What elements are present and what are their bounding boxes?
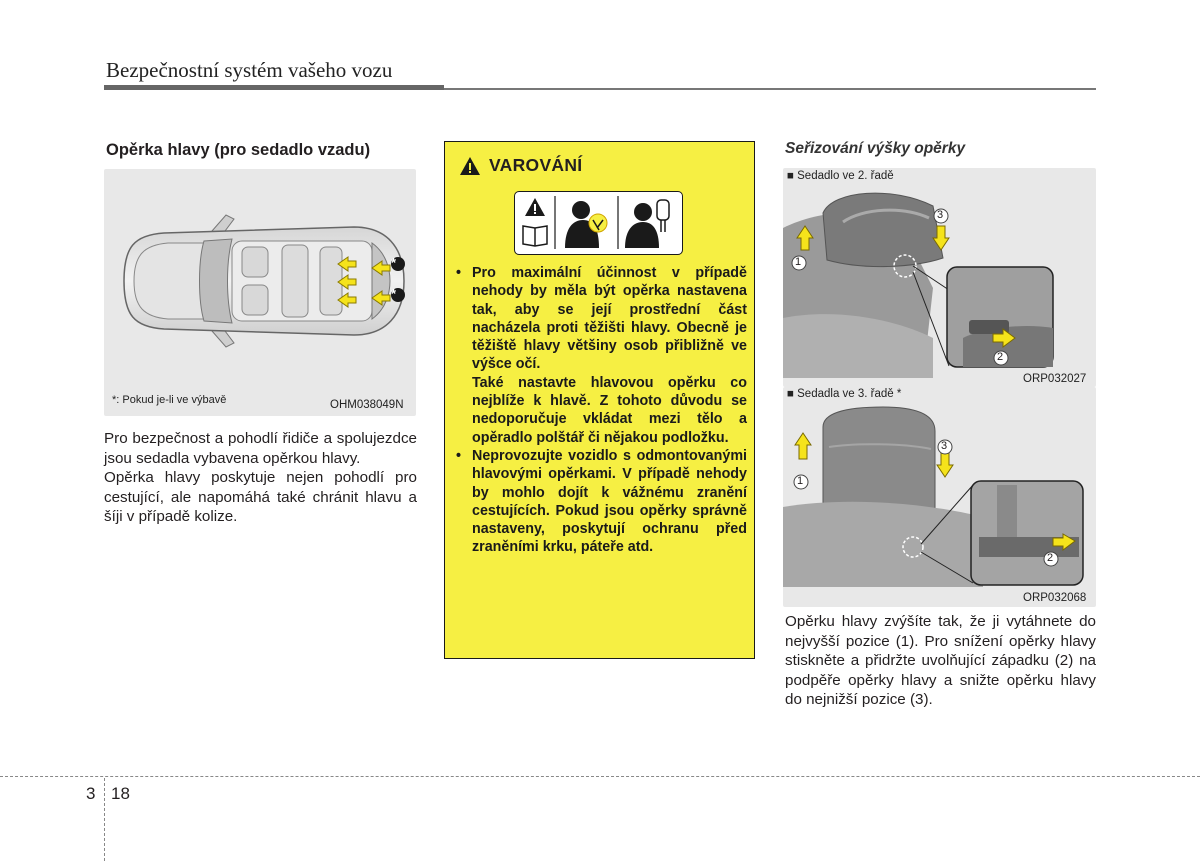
figure2-label-3: 3 (941, 440, 948, 452)
page-chapter-number: 3 (86, 784, 96, 803)
header-rule-thin (444, 88, 1096, 90)
third-row-headrest-illustration (783, 387, 1096, 607)
warning-item-1 (455, 264, 747, 447)
figure2-label-1: 1 (797, 475, 804, 487)
optional-marker-upper: * (391, 255, 397, 270)
warning-item-2-para-1: • Neprovozujte vozidlo s odmontovanými hlavovými opěrkami. V případě nehody by mohlo dojít k vážnému zranění cestujících. Pokud jsou opěrky správně nastaveny, poskytují ochranu před zraněními krku, páteře atd. (472, 447, 747, 556)
warning-item-2 (455, 447, 747, 557)
left-paragraph-2: Opěrka hlavy poskytuje nejen pohodlí pro cestující, ale napomáhá také chránit hlavu a šíji v případě kolize. (104, 469, 417, 525)
warning-title: VAROVÁNÍ (489, 155, 583, 175)
warning-item-1-para-2: Také nastavte hlavovou opěrku co nejblíže k hlavě. Z tohoto důvodu se nedoporučuje vkládat mezi tělo a opěradlo polštář či nějakou podložku. (472, 374, 747, 446)
left-body-text (104, 429, 417, 527)
left-paragraph-1: Pro bezpečnost a pohodlí řidiče a spolujezdce jsou sedadla vybavena opěrkou hlavy. (104, 430, 417, 467)
car-top-view-illustration (104, 169, 416, 416)
figure2-code: ORP032068 (1023, 592, 1087, 604)
warning-pictogram (514, 191, 683, 255)
headrest-pictogram-icon (515, 192, 681, 253)
section-heading-rear-headrest: Opěrka hlavy (pro sedadlo vzadu) (106, 141, 371, 159)
page-number: 18 (111, 784, 130, 803)
figure2-label-2: 2 (1047, 552, 1054, 564)
figure-code: OHM038049N (330, 399, 404, 411)
figure2-caption: ■ Sedadla ve 3. řadě * (787, 388, 902, 400)
subsection-heading-height-adjust: Seřizování výšky opěrky (785, 140, 966, 157)
right-body-text (785, 612, 1096, 710)
second-row-headrest-illustration (783, 168, 1096, 387)
figure-note: *: Pokud je-li ve výbavě (112, 394, 227, 406)
right-paragraph: Opěrku hlavy zvýšíte tak, že ji vytáhnete do nejvyšší pozice (1). Pro snížení opěrky hlavy stiskněte a přidržte uvolňující západku (2) na podpěře opěrky hlavy a snižte opěrku hlavy do nejnižší pozice (3). (785, 613, 1096, 708)
figure1-caption: ■ Sedadlo ve 2. řadě (787, 170, 894, 182)
chapter-title: Bezpečnostní systém vašeho vozu (106, 58, 393, 82)
warning-box (444, 141, 755, 659)
figure-third-row-headrest (783, 387, 1096, 607)
figure-second-row-headrest (783, 168, 1096, 387)
figure1-label-3: 3 (937, 209, 944, 221)
figure1-label-2: 2 (997, 351, 1004, 363)
figure1-code: ORP032027 (1023, 373, 1087, 385)
warning-list (455, 264, 747, 557)
figure1-label-1: 1 (795, 256, 802, 268)
warning-title-row (459, 155, 582, 176)
optional-marker-lower: * (391, 286, 397, 301)
footer-vertical-dashed-line (104, 778, 105, 861)
header-rule-thick (104, 85, 444, 90)
figure-car-top-view (104, 169, 416, 416)
footer-dashed-line (0, 776, 1200, 777)
warning-triangle-icon (459, 156, 481, 176)
warning-item-1-para-1: • Pro maximální účinnost v případě nehody by měla být opěrka nastavena tak, aby se její prostřední část nacházela proti těžišti hlavy. Obecně je těžiště hlavy většiny osob přibližně ve výšce očí. (472, 265, 747, 373)
